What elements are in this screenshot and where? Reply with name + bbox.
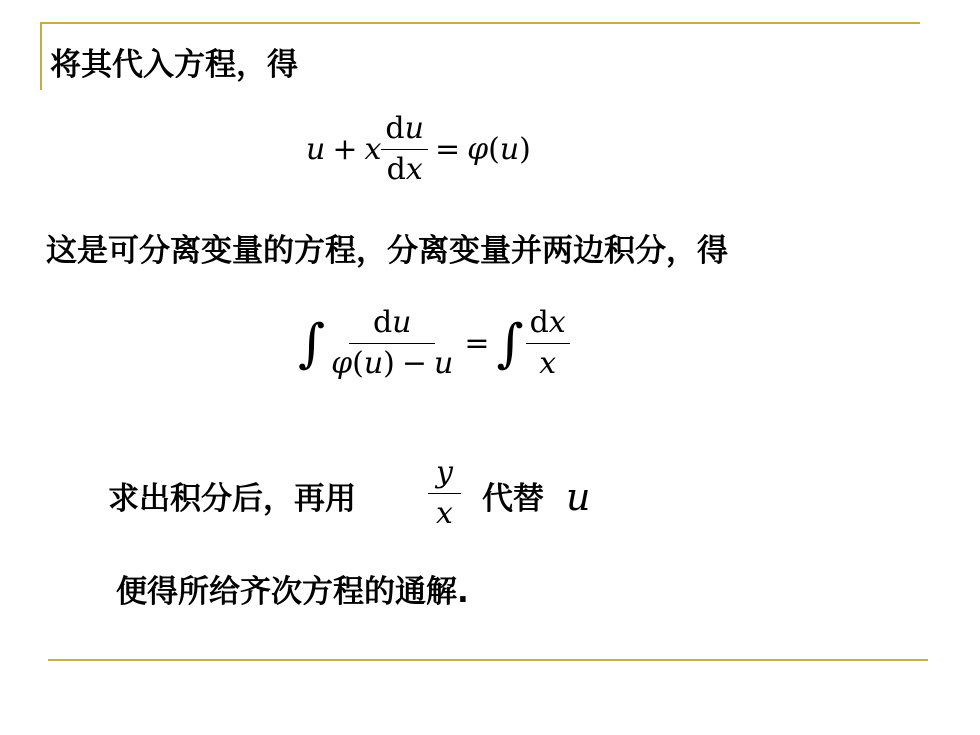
integral-sign-left: ∫ bbox=[298, 313, 326, 374]
fraction-denominator-x: x bbox=[436, 496, 453, 531]
line-general-solution: 便得所给齐次方程的通解. bbox=[116, 574, 469, 610]
eq1-u: u bbox=[306, 131, 326, 167]
line-substitute: 将其代入方程，得 bbox=[50, 47, 298, 83]
eq2-right-numerator: dx bbox=[526, 308, 570, 344]
fraction-numerator-y: y bbox=[428, 458, 461, 494]
eq2-equals: = bbox=[464, 325, 490, 361]
left-rule bbox=[40, 22, 42, 90]
eq1-equals: = bbox=[434, 131, 461, 167]
integral-sign-right: ∫ bbox=[496, 313, 524, 374]
variable-u: u bbox=[566, 475, 591, 519]
eq1-fraction bbox=[381, 111, 428, 187]
eq2-fraction-right bbox=[526, 305, 570, 381]
equation-1: u + x $\frac{du}{dx}$ = φ ( u ) bbox=[306, 111, 531, 187]
eq1-phi: φ bbox=[467, 131, 489, 167]
eq2-fraction-left bbox=[327, 305, 457, 381]
eq2-left-denominator: φ(u) − u bbox=[331, 346, 454, 381]
line-separable: 这是可分离变量的方程，分离变量并两边积分，得 bbox=[46, 233, 728, 269]
eq1-x: x bbox=[364, 131, 382, 167]
eq2-left-numerator: du bbox=[349, 308, 436, 344]
line-replace-after: 代替 bbox=[482, 481, 544, 517]
y-over-x-fraction bbox=[428, 455, 461, 531]
equation-2 bbox=[298, 305, 570, 381]
bottom-rule bbox=[48, 659, 928, 661]
eq1-numerator: du bbox=[381, 114, 428, 150]
eq1-denominator: dx bbox=[386, 152, 423, 187]
eq2-right-denominator: x bbox=[539, 346, 557, 381]
line-replace-before: 求出积分后，再用 bbox=[108, 481, 356, 517]
top-rule bbox=[40, 22, 920, 24]
eq1-plus: + bbox=[332, 131, 358, 167]
